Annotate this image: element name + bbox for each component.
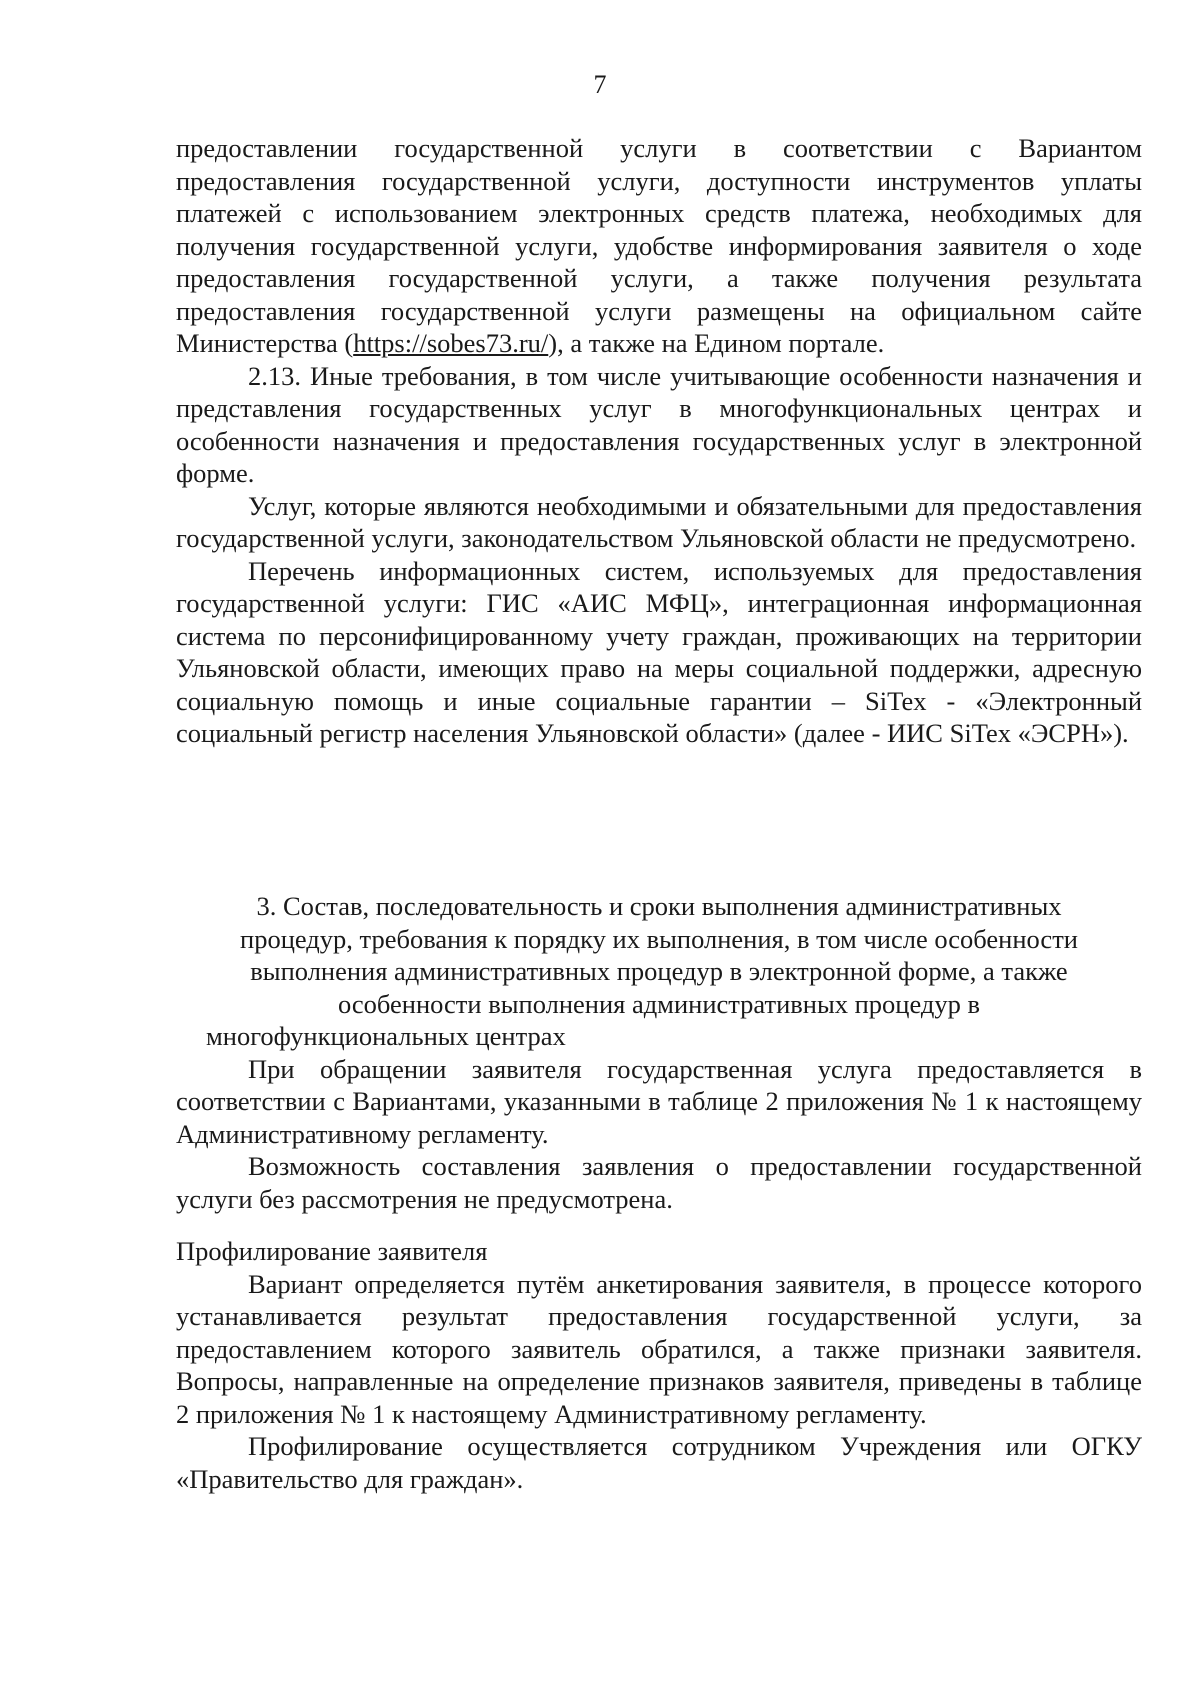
page-number: 7: [593, 70, 607, 99]
paragraph-information-systems: Перечень информационных систем, используемых для предоставления государственной услуги: ГИС «АИС МФЦ», интеграционная информационная система по персонифицированному учету граждан, проживающих на территории Ульяновской области, имеющих право на меры социальной поддержки, адресную социальную помощь и иные социальные гарантии – SiTex - «Электронный социальный регистр населения Ульяновской области» (далее - ИИС SiTex «ЭСРН»).: [176, 555, 1142, 748]
paragraph-no-review: Возможность составления заявления о предоставлении государственной услуги без рассмотрения не предусмотрена.: [176, 1151, 1142, 1214]
section-2-continuation: [176, 132, 1142, 750]
paragraph-profiling-method: Вариант определяется путём анкетирования заявителя, в процессе которого устанавливается результат предоставления государственной услуги, за предоставлением которого заявитель обратился, а также признаки заявителя. Вопросы, направленные на определение признаков заявителя, приведены в таблице 2 приложения № 1 к настоящему Административному регламенту.: [176, 1268, 1142, 1429]
profiling-heading: Профилирование заявителя: [176, 1236, 488, 1266]
section-3-heading: 3. Состав, последовательность и сроки выполнения административных процедур, требования к порядку их выполнения, в том числе особенности выполнения административных процедур в электронной форме, а также особенности выполнения административных процедур в многофункциональных центрах: [206, 891, 1078, 1051]
paragraph-2-13: 2.13. Иные требования, в том числе учитывающие особенности назначения и представления государственных услуг в многофункциональных центрах и особенности назначения и предоставления государственных услуг в электронной форме.: [176, 360, 1142, 488]
paragraph-required-services: Услуг, которые являются необходимыми и обязательными для предоставления государственной услуги, законодательством Ульяновской области не предусмотрено.: [176, 490, 1142, 553]
profiling-section: [176, 1235, 1142, 1495]
paragraph-profiling-staff: Профилирование осуществляется сотрудником Учреждения или ОГКУ «Правительство для граждан».: [176, 1431, 1142, 1494]
paragraph-variants: При обращении заявителя государственная услуга предоставляется в соответствии с Вариантами, указанными в таблице 2 приложения № 1 к настоящему Административному регламенту.: [176, 1053, 1142, 1149]
paragraph-text: ), а также на Едином портале.: [548, 328, 885, 358]
paragraph-text: предоставлении государственной услуги в соответствии с Вариантом предоставления государственной услуги, доступности инструментов уплаты платежей с использованием электронных средств платежа, необходимых для получения государственной услуги, удобстве информирования заявителя о ходе предоставления государственной услуги, а также получения результата предоставления государственной услуги размещены на официальном сайте Министерства (: [176, 133, 1142, 358]
ministry-website-link[interactable]: https://sobes73.ru/: [353, 328, 549, 358]
section-3: [176, 890, 1142, 1215]
paragraph-info-placement: [176, 132, 1142, 360]
